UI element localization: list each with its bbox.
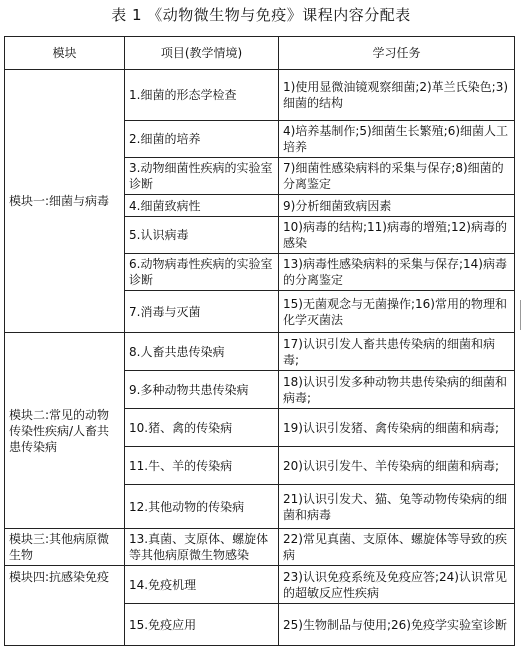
- table-row: [5, 566, 515, 604]
- task-cell: 17)认识引发人畜共患传染病的细菌和病毒;: [279, 333, 515, 371]
- task-cell: 4)培养基制作;5)细菌生长繁殖;6)细菌人工培养: [279, 121, 515, 158]
- table-row: [5, 529, 515, 566]
- project-cell: 12.其他动物的传染病: [125, 485, 279, 529]
- project-cell: 7.消毒与灭菌: [125, 291, 279, 333]
- task-cell: 19)认识引发猪、禽传染病的细菌和病毒;: [279, 409, 515, 447]
- course-content-table: [4, 36, 515, 646]
- task-cell: 15)无菌观念与无菌操作;16)常用的物理和化学灭菌法: [279, 291, 515, 333]
- project-cell: 5.认识病毒: [125, 217, 279, 254]
- header-module: 模块: [5, 37, 125, 70]
- table-row: [5, 70, 515, 121]
- header-project: 项目(教学情境): [125, 37, 279, 70]
- project-cell: 6.动物病毒性疾病的实验室诊断: [125, 254, 279, 291]
- project-cell: 3.动物细菌性疾病的实验室诊断: [125, 158, 279, 195]
- table-header-row: [5, 37, 515, 70]
- task-cell: 25)生物制品与使用;26)免疫学实验室诊断: [279, 604, 515, 646]
- task-cell: 7)细菌性感染病料的采集与保存;8)细菌的分离鉴定: [279, 158, 515, 195]
- task-cell: 18)认识引发多种动物共患传染病的细菌和病毒;: [279, 371, 515, 409]
- project-cell: 15.免疫应用: [125, 604, 279, 646]
- project-cell: 9.多种动物共患传染病: [125, 371, 279, 409]
- project-cell: 4.细菌致病性: [125, 195, 279, 217]
- project-cell: 8.人畜共患传染病: [125, 333, 279, 371]
- module-cell: 模块一:细菌与病毒: [5, 70, 125, 333]
- project-cell: 11.牛、羊的传染病: [125, 447, 279, 485]
- task-cell: 21)认识引发犬、猫、兔等动物传染病的细菌和病毒: [279, 485, 515, 529]
- module-cell: 模块三:其他病原微生物: [5, 529, 125, 566]
- table-caption: 表 1 《动物微生物与免疫》课程内容分配表: [111, 6, 411, 24]
- module-cell: 模块四:抗感染免疫: [5, 566, 125, 646]
- task-cell: 10)病毒的结构;11)病毒的增殖;12)病毒的感染: [279, 217, 515, 254]
- task-cell: 23)认识免疫系统及免疫应答;24)认识常见的超敏反应性疾病: [279, 566, 515, 604]
- project-cell: 14.免疫机理: [125, 566, 279, 604]
- task-cell: 13)病毒性感染病料的采集与保存;14)病毒的分离鉴定: [279, 254, 515, 291]
- module-cell: 模块二:常见的动物传染性疾病/人畜共患传染病: [5, 333, 125, 529]
- task-cell: 1)使用显微油镜观察细菌;2)革兰氏染色;3)细菌的结构: [279, 70, 515, 121]
- project-cell: 2.细菌的培养: [125, 121, 279, 158]
- project-cell: 1.细菌的形态学检查: [125, 70, 279, 121]
- page-edge-line: [520, 300, 521, 330]
- task-cell: 22)常见真菌、支原体、螺旋体等导致的疾病: [279, 529, 515, 566]
- table-row: [5, 333, 515, 371]
- task-cell: 20)认识引发牛、羊传染病的细菌和病毒;: [279, 447, 515, 485]
- task-cell: 9)分析细菌致病因素: [279, 195, 515, 217]
- project-cell: 10.猪、禽的传染病: [125, 409, 279, 447]
- header-task: 学习任务: [279, 37, 515, 70]
- project-cell: 13.真菌、支原体、螺旋体等其他病原微生物感染: [125, 529, 279, 566]
